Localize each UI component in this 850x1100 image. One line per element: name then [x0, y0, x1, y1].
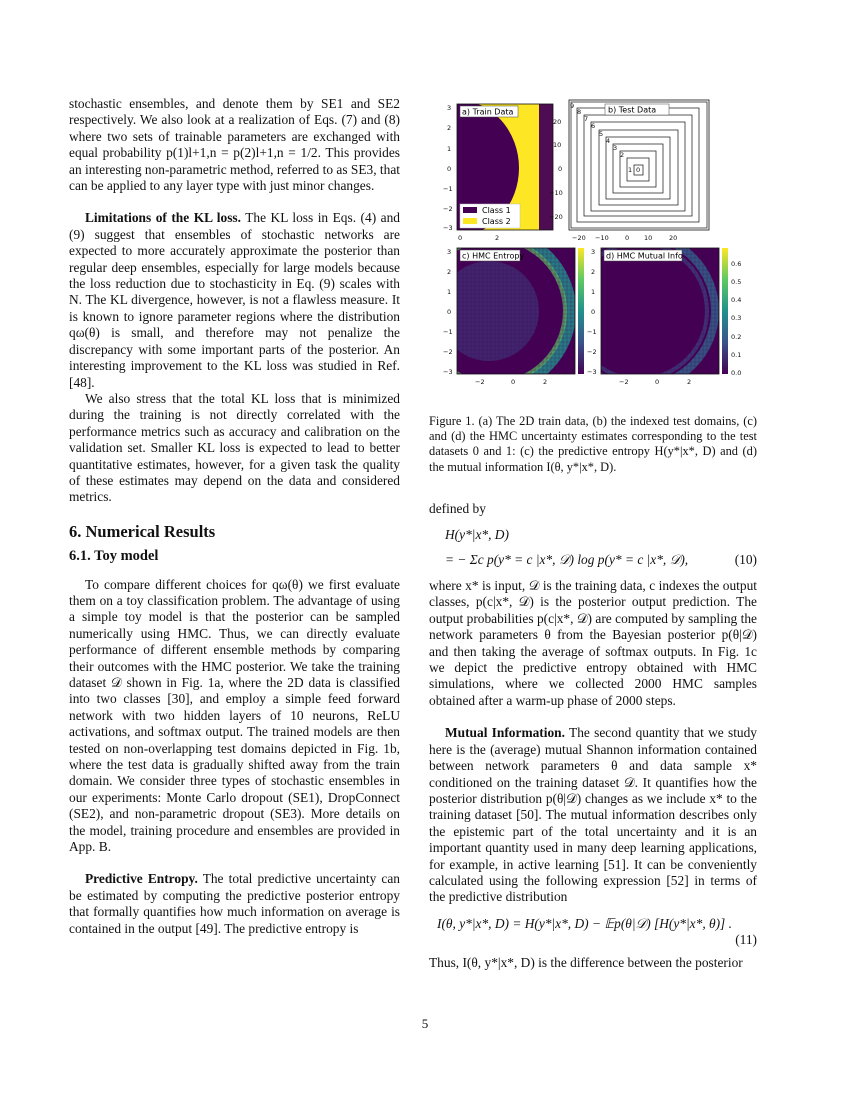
svg-text:10: 10	[553, 141, 562, 149]
svg-text:0.6: 0.6	[731, 260, 742, 268]
equation-10-number: (10)	[734, 551, 757, 567]
paragraph-toy-model: To compare different choices for qω(θ) we first evaluate them on a toy classification problem. The advantage of using a simple toy model is that the posterior can be sampled numerically using HMC. Thus, we can directly evaluate performance of different ensemble methods by comparing their outcomes with the HMC posterior. We take the training dataset 𝒟 shown in Fig. 1a, where the 2D data is classified into two classes [30], and employ a simple feed forward network with two hidden layers of 10 neurons, ReLU activations, and softmax output. The trained models are then tested on non-overlapping test domains depicted in Fig. 1b, where the test data is gradually shifted away from the train domain. We consider three types of stochastic ensembles in our experiments: Monte Carlo dropout (SE1), DropConnect (SE2), and non-parametric dropout (SE3). More details on the model, training procedure and ensembles are provided in App. B.	[69, 576, 400, 855]
panel-d-y-ticks	[587, 248, 597, 376]
panel-b-x-ticks	[572, 234, 677, 242]
svg-text:3: 3	[447, 248, 452, 256]
svg-text:−3: −3	[443, 224, 453, 232]
svg-text:2: 2	[543, 378, 548, 386]
svg-text:−1: −1	[443, 185, 453, 193]
svg-text:1: 1	[447, 288, 452, 296]
paragraph-kl-limitations	[69, 210, 400, 390]
kl-limitations-text: The KL loss in Eqs. (4) and (9) suggest that ensembles of stochastic networks are expected to more accurately approximate the posterior than regular deep ensembles, especially for large models because the loss reduction due to stochasticity in Eq. (9) scales with N. The KL divergence, however, is not a flawless measure. It is known to ignore parameter regions where the distribution qω(θ) is small, and therefore may not penalize the discrepancy with some important parts of the posterior. An interesting improvement to the KL loss was studied in Ref. [48].	[69, 210, 400, 390]
svg-text:2: 2	[447, 124, 452, 132]
subsection-heading: 6.1. Toy model	[69, 548, 159, 565]
svg-text:−1: −1	[587, 328, 597, 336]
figure-1-caption: Figure 1. (a) The 2D train data, (b) the indexed test domains, (c) and (d) the HMC uncertainty estimates corresponding to the test datasets 0 and 1: (c) the predictive entropy H(y*|x*, D) and (d) the mutual information I(θ, y*|x*, D).	[429, 414, 757, 474]
mutual-info-colorbar	[722, 248, 728, 374]
predictive-entropy-text: The total predictive uncertainty can be estimated by computing the predictive posterior entropy that formally quantifies how much information on average is contained in the output [49]. The predictive entropy is	[69, 871, 401, 936]
svg-text:4: 4	[606, 137, 611, 145]
mutual-information-text: The second quantity that we study here is the (average) mutual Shannon information contained between network parameters θ and data sample x* conditioned on the training dataset 𝒟. It quantifies how the posterior distribution p(θ|𝒟) changes as we include x* to the training dataset [50]. The mutual information describes only the epistemic part of the total uncertainty and it is an important quantity used in many deep learning applications, for example, in active learning [51]. It can be conveniently calculated using the following expression [52] in terms of the predictive distribution	[429, 725, 757, 905]
svg-text:0: 0	[655, 378, 660, 386]
svg-text:0.4: 0.4	[731, 296, 742, 304]
panel-train-data	[429, 100, 553, 242]
kl-limitations-heading: Limitations of the KL loss.	[85, 210, 241, 226]
svg-text:0: 0	[558, 165, 563, 173]
panel-b-title: b) Test Data	[608, 105, 657, 115]
panel-a-y-ticks	[443, 104, 453, 232]
left-column	[69, 96, 400, 937]
svg-text:−20: −20	[572, 234, 586, 242]
svg-text:0.1: 0.1	[731, 351, 742, 359]
svg-text:0: 0	[636, 166, 641, 174]
defined-by-text: defined by	[429, 500, 486, 516]
svg-text:−10: −10	[595, 234, 609, 242]
panel-d-title: d) HMC Mutual Info	[606, 251, 683, 261]
panel-hmc-mutual-info	[563, 235, 741, 386]
svg-text:0: 0	[625, 234, 630, 242]
panel-c-y-ticks	[443, 248, 453, 376]
figure-1	[429, 96, 757, 396]
svg-text:0.0: 0.0	[731, 369, 742, 377]
equation-11-number: (11)	[735, 932, 757, 948]
svg-text:0.5: 0.5	[731, 278, 742, 286]
svg-text:3: 3	[613, 144, 618, 152]
svg-text:−20: −20	[549, 213, 563, 221]
equation-11-body: I(θ, y*|x*, D) = H(y*|x*, D) − 𝔼p(θ|𝒟) [H(y*|x*, θ)] .	[437, 915, 732, 931]
svg-text:3: 3	[591, 248, 596, 256]
svg-text:6: 6	[591, 122, 596, 130]
equation-11	[429, 916, 757, 949]
paragraph-predictive-entropy	[69, 871, 400, 937]
svg-text:8: 8	[577, 108, 582, 116]
svg-text:−1: −1	[443, 328, 453, 336]
svg-text:2: 2	[687, 378, 692, 386]
panel-a-title: a) Train Data	[462, 107, 514, 117]
equation-10-line-2: = − Σc p(y* = c |x*, 𝒟) log p(y* = c |x*, 𝒟),	[445, 551, 689, 567]
svg-text:20: 20	[553, 118, 562, 126]
svg-text:−2: −2	[619, 378, 629, 386]
svg-text:3: 3	[447, 104, 452, 112]
svg-text:7: 7	[584, 115, 589, 123]
svg-text:0.3: 0.3	[731, 314, 742, 322]
svg-text:0.2: 0.2	[731, 333, 742, 341]
right-column	[429, 96, 757, 971]
svg-text:1: 1	[591, 288, 596, 296]
svg-text:20: 20	[669, 234, 678, 242]
svg-text:−3: −3	[587, 368, 597, 376]
svg-text:1: 1	[447, 145, 452, 153]
mutual-information-heading: Mutual Information.	[445, 725, 565, 741]
svg-text:0: 0	[447, 308, 452, 316]
svg-text:−2: −2	[443, 205, 453, 213]
mutual-info-colorbar-ticks	[731, 260, 741, 377]
svg-text:−2: −2	[443, 348, 453, 356]
paragraph-mutual-information	[429, 725, 757, 905]
paragraph-kl-note: We also stress that the total KL loss that is minimized during the training is not directly correlated with the performance metrics such as accuracy and calibration on the validation set. Smaller KL loss is expected to lead to better quantitative estimates, however, for a given task the quality of these estimates may depend on the data and considered metrics.	[69, 390, 400, 505]
legend-class-2: Class 2	[482, 217, 511, 226]
section-heading: 6. Numerical Results	[69, 521, 216, 541]
panel-hmc-entropy	[429, 233, 584, 386]
svg-text:0: 0	[458, 234, 463, 242]
svg-text:1: 1	[628, 166, 633, 174]
svg-text:−10: −10	[549, 189, 563, 197]
equation-10	[429, 527, 757, 568]
paragraph-se-realization: stochastic ensembles, and denote them by SE1 and SE2 respectively. We also look at a realization of Eqs. (7) and (8) where two sets of trainable parameters are exchanged with equal probability p(1)l+1,n = p(2)l+1,n = 1/2. This provides an interesting non-parametric method, referred to as SE3, that can be applied to any layer type with just minor changes.	[69, 96, 400, 194]
svg-text:0: 0	[591, 308, 596, 316]
svg-text:2: 2	[447, 268, 452, 276]
svg-text:2: 2	[495, 234, 500, 242]
svg-text:2: 2	[620, 151, 625, 159]
panel-test-data	[549, 100, 709, 242]
svg-text:0: 0	[511, 378, 516, 386]
entropy-colorbar	[578, 248, 584, 374]
svg-text:10: 10	[644, 234, 653, 242]
predictive-entropy-heading: Predictive Entropy.	[85, 871, 198, 887]
svg-text:0: 0	[447, 165, 452, 173]
panel-c-title: c) HMC Entropy	[462, 251, 525, 261]
svg-text:2: 2	[591, 268, 596, 276]
svg-text:−3: −3	[443, 368, 453, 376]
legend-class-1: Class 1	[482, 206, 511, 215]
paragraph-entropy-definition: where x* is input, 𝒟 is the training data, c indexes the output classes, p(c|x*, 𝒟) is the posterior output prediction. The output probabilities p(c|x*, 𝒟) are computed by sampling the network parameters θ from the Bayesian posterior p(θ|𝒟) and then taking the average of softmax outputs. In Fig. 1c we depict the predictive entropy obtained with HMC simulations, where we collected 2000 HMC samples obtained after a warm-up phase of 2000 steps.	[429, 578, 757, 708]
svg-text:−2: −2	[475, 378, 485, 386]
figure-1-plots	[429, 96, 757, 386]
svg-text:−2: −2	[587, 348, 597, 356]
svg-text:5: 5	[599, 130, 604, 138]
paragraph-mi-difference: Thus, I(θ, y*|x*, D) is the difference between the posterior	[429, 954, 743, 970]
page-number: 5	[421, 1016, 429, 1031]
equation-10-line-1: H(y*|x*, D)	[445, 527, 509, 543]
svg-text:9: 9	[570, 102, 575, 110]
